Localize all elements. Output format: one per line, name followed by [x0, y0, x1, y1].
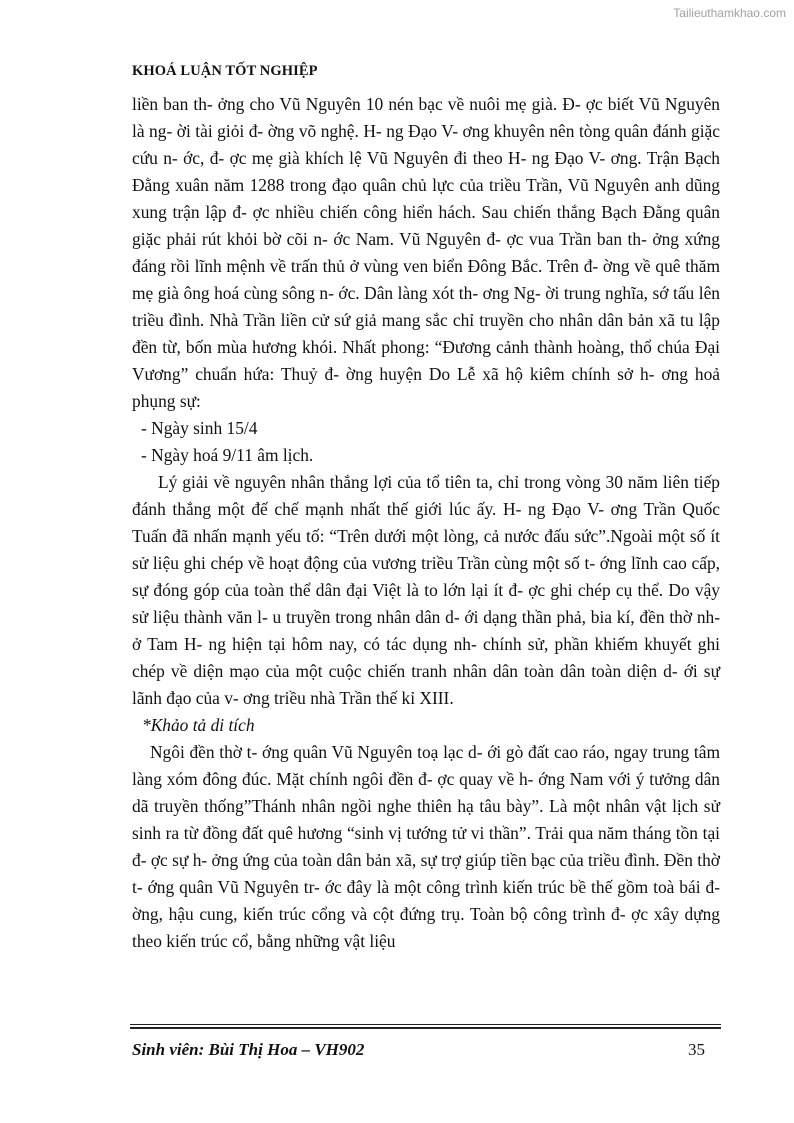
footer-divider — [130, 1027, 721, 1029]
running-header-title: KHOÁ LUẬN TỐT NGHIỆP — [132, 63, 318, 79]
list-item-death-date: - Ngày hoá 9/11 âm lịch. — [141, 445, 314, 465]
body-paragraph: Lý giải về nguyên nhân thắng lợi của tổ tiên ta, chỉ trong vòng 30 năm liên tiếp đánh thắng một đế chế mạnh nhất thế giới lúc ấy. H- ng Đạo V- ơng Trần Quốc Tuấn đã nhấn mạnh yếu tố: “Trên dưới một lòng, cả nước đấu sức”.Ngoài một số ít sử liệu ghi chép về hoạt động của vương triều Trần cùng một số t- ớng lĩnh cao cấp, sự đóng góp của toàn thể dân đại Việt là to lớn lại ít đ- ợc ghi chép cụ thể. Do vậy sử liệu thành văn l- u truyền trong nhân dân d- ới dạng thần phả, bia kí, đền thờ nh- ở Tam H- ng hiện tại hôm nay, có tác dụng nh- chính sử, phần khiếm khuyết ghi chép về diện mạo của một cuộc chiến tranh nhân dân toàn dân toàn diện d- ới sự lãnh đạo của v- ơng triều nhà Trần thế kỉ XIII. — [132, 472, 720, 708]
body-paragraph: Ngôi đền thờ t- ớng quân Vũ Nguyên toạ lạc d- ới gò đất cao ráo, ngay trung tâm làng xóm đông đúc. Mặt chính ngôi đền đ- ợc quay về h- ớng Nam với ý tưởng dân dã truyền thống”Thánh nhân ngồi nghe thiên hạ tâu bày”. Là một nhân vật lịch sử sinh ra từ đồng đất quê hương “sinh vị tướng tử vi thần”. Trải qua năm tháng tồn tại đ- ợc sự h- ởng ứng của toàn dân bản xã, sự trợ giúp tiền bạc của triều đình. Đền thờ t- ớng quân Vũ Nguyên tr- ớc đây là một công trình kiến trúc bề thế gồm toà bái đ- ờng, hậu cung, kiến trúc cổng và cột đứng trụ. Toàn bộ công trình đ- ợc xây dựng theo kiến trúc cổ, bằng những vật liệu — [132, 742, 720, 951]
document-body — [132, 91, 720, 955]
list-item-birth-date: - Ngày sinh 15/4 — [141, 418, 258, 438]
watermark: Tailieuthamkhao.com — [673, 6, 786, 20]
page-number: 35 — [688, 1040, 705, 1059]
section-subheading: *Khảo tả di tích — [142, 715, 255, 735]
footer-divider — [130, 1024, 721, 1025]
footer-student-name: Sinh viên: Bùi Thị Hoa – VH902 — [132, 1040, 365, 1059]
body-paragraph: liền ban th- ởng cho Vũ Nguyên 10 nén bạc về nuôi mẹ già. Đ- ợc biết Vũ Nguyên là ng- ời tài giỏi đ- ờng võ nghệ. H- ng Đạo V- ơng khuyên nên tòng quân đánh giặc cứu n- ớc, đ- ợc mẹ già khích lệ Vũ Nguyên đi theo H- ng Đạo V- ơng. Trận Bạch Đằng xuân năm 1288 trong đạo quân chủ lực của triều Trần, Vũ Nguyên anh dũng xung trận lập đ- ợc nhiều chiến công hiển hách. Sau chiến thắng Bạch Đằng quân giặc phải rút khỏi bờ cõi n- ớc Nam. Vũ Nguyên đ- ợc vua Trần ban th- ởng xứng đáng rồi lĩnh mệnh về trấn thủ ở vùng ven biển Đông Bắc. Trên đ- ờng về quê thăm mẹ già ông hoá cùng sông n- ớc. Dân làng xót th- ơng Ng- ời trung nghĩa, sớ tấu lên triều đình. Nhà Trần liền cử sứ giả mang sắc chỉ truyền cho nhân dân bản xã tu lập đền từ, bốn mùa hương khói. Nhất phong: “Đương cảnh thành hoàng, thổ chúa Đại Vương” chuẩn hứa: Thuỷ đ- ờng huyện Do Lễ xã hộ kiêm chính sở h- ơng hoả phụng sự: — [132, 94, 720, 411]
